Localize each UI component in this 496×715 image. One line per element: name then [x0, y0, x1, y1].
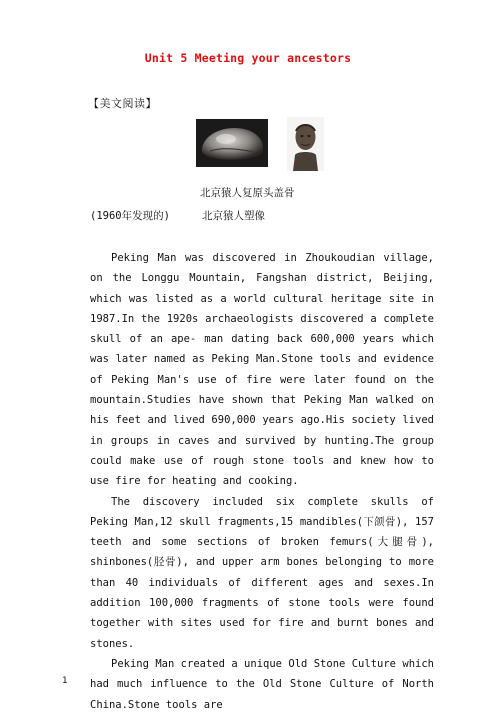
skull-photo — [196, 119, 268, 167]
statue-photo — [287, 117, 324, 171]
skull-caption: 北京猿人复原头盖骨 — [200, 187, 295, 199]
paragraph: Peking Man created a unique Old Stone Culture which had much influence to the Old Stone Culture of North China.Stone tools are — [90, 657, 434, 711]
unit-title: Unit 5 Meeting your ancestors — [144, 51, 352, 65]
paragraph: Peking Man was discovered in Zhoukoudian village, on the Longgu Mountain, Fangshan district, Beijing, which was listed as a world cultural heritage site in 1987.In the 1920s archaeologists discovered a complete skull of an ape- man dating back 600,000 years which was later named as Peking Man.Stone tools and evidence of Peking Man's use of fire were later found on the mountain.Studies have shown that Peking Man walked on his feet and lived 690,000 years ago.His society lived in groups in caves and survived by hunting.The group could make use of rough stone tools and knew how to use fire for heating and cooking. — [90, 252, 434, 488]
year-caption: (1960年发现的) — [90, 210, 170, 222]
paragraph: The discovery included six complete skulls of Peking Man,12 skull fragments,15 mandibles(下颌骨), 157 teeth and some sections of broken femurs(大腿骨), shinbones(胫骨), and upper arm bones belonging to more than 40 individuals of different ages and sexes.In addition 100,000 fragments of stone tools were found together with sites used for fire and burnt bones and stones. — [90, 495, 434, 650]
page-number: 1 — [62, 676, 68, 686]
article-body — [90, 248, 434, 715]
section-heading: 【美文阅读】 — [88, 97, 157, 110]
statue-caption: 北京猿人塑像 — [202, 210, 265, 222]
